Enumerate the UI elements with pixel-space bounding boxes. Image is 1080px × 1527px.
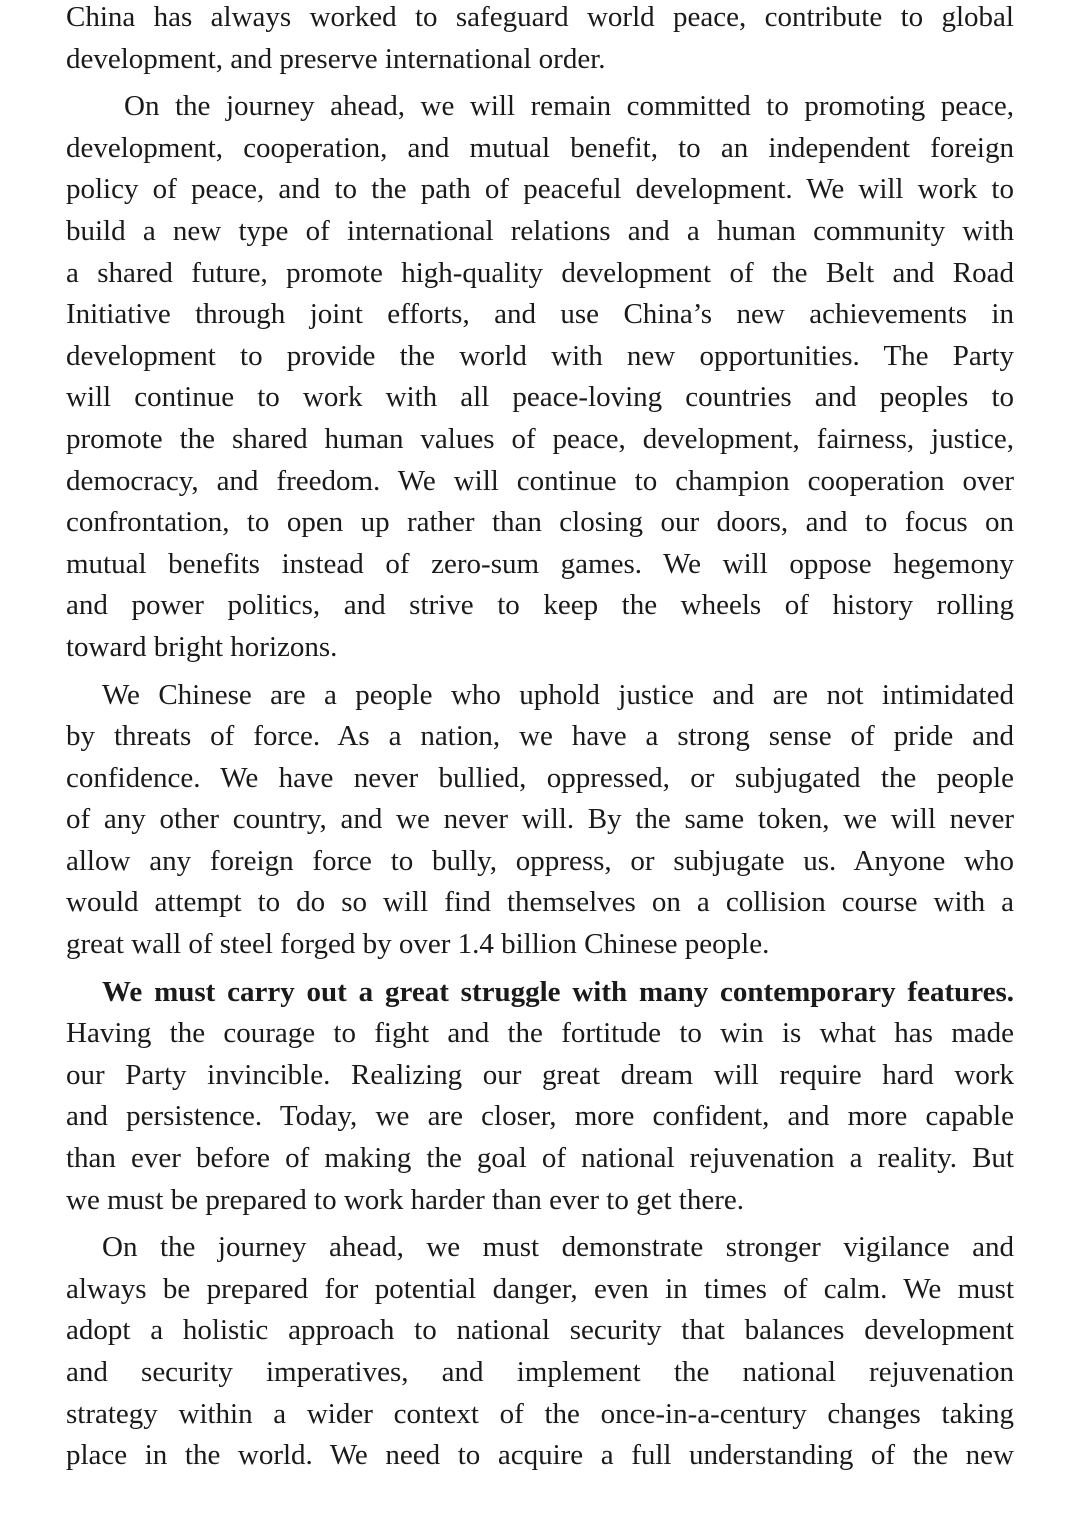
document-page: [66, 0, 1014, 1483]
text-line: development to provide the world with new opportunities. The Party: [66, 339, 1014, 372]
text-line: and security imperatives, and implement the national rejuvenation: [66, 1356, 1014, 1388]
text-line: and power politics, and strive to keep the wheels of history rolling: [66, 589, 1014, 622]
text-line: We Chinese are a people who uphold justice and are not intimidated: [102, 678, 1014, 711]
text-line: would attempt to do so will find themselves on a collision course with a: [66, 886, 1014, 919]
text-line: development, cooperation, and mutual benefit, to an independent foreign: [66, 131, 1014, 164]
text-line: than ever before of making the goal of national rejuvenation a reality. But: [66, 1142, 1014, 1175]
text-line: adopt a holistic approach to national security that balances development: [66, 1314, 1014, 1347]
text-line: development, and preserve international order.: [66, 42, 606, 75]
text-line: promote the shared human values of peace, development, fairness, justice,: [66, 422, 1014, 455]
text-line: build a new type of international relations and a human community with: [66, 214, 1014, 247]
text-line: mutual benefits instead of zero-sum games. We will oppose hegemony: [66, 547, 1014, 580]
text-line: strategy within a wider context of the once-in-a-century changes taking: [66, 1397, 1014, 1430]
text-line: our Party invincible. Realizing our great dream will require hard work: [66, 1058, 1014, 1091]
text-line: confidence. We have never bullied, oppressed, or subjugated the people: [66, 761, 1014, 794]
paragraph-5: [66, 1227, 1014, 1477]
paragraph-4: [66, 972, 1014, 1222]
paragraph-3: [66, 675, 1014, 966]
text-line: China has always worked to safeguard world peace, contribute to global: [66, 1, 1014, 33]
text-line: On the journey ahead, we will remain committed to promoting peace,: [124, 90, 1014, 123]
text-line: toward bright horizons.: [66, 630, 338, 663]
text-line: place in the world. We need to acquire a full understanding of the new: [66, 1439, 1014, 1472]
text-line: we must be prepared to work harder than ever to get there.: [66, 1183, 745, 1216]
paragraph-2: [66, 86, 1014, 668]
text-line: On the journey ahead, we must demonstrate stronger vigilance and: [102, 1231, 1014, 1264]
text-line: will continue to work with all peace-loving countries and peoples to: [66, 381, 1014, 414]
text-line: policy of peace, and to the path of peaceful development. We will work to: [66, 173, 1014, 206]
text-line: democracy, and freedom. We will continue to champion cooperation over: [66, 464, 1014, 497]
text-line: of any other country, and we never will. By the same token, we will never: [66, 803, 1014, 836]
text-line: a shared future, promote high-quality development of the Belt and Road: [66, 256, 1014, 289]
text-line: [66, 972, 1014, 1014]
text-line: allow any foreign force to bully, oppress, or subjugate us. Anyone who: [66, 844, 1014, 877]
paragraph-1: [66, 0, 1014, 80]
text-line: great wall of steel forged by over 1.4 billion Chinese people.: [66, 928, 770, 961]
bold-lead-sentence: We must carry out a great struggle with many contemporary features.: [102, 975, 1014, 1008]
text-line: confrontation, to open up rather than closing our doors, and to focus on: [66, 506, 1014, 539]
text-line: and persistence. Today, we are closer, more confident, and more capable: [66, 1100, 1014, 1133]
text-line: Initiative through joint efforts, and use China’s new achievements in: [66, 298, 1014, 331]
text-line: by threats of force. As a nation, we have a strong sense of pride and: [66, 720, 1014, 753]
text-line: Having the courage to fight and the fortitude to win is what has made: [66, 1017, 1014, 1050]
text-line: always be prepared for potential danger, even in times of calm. We must: [66, 1272, 1014, 1305]
